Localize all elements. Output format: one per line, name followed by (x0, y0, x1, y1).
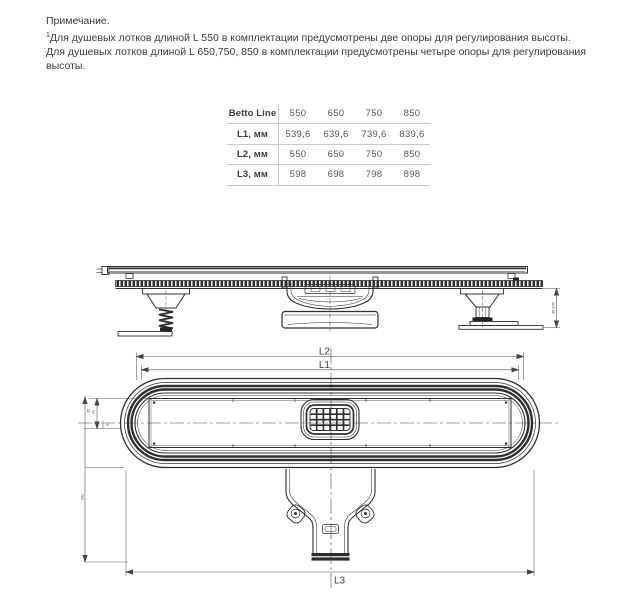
table-row-label: L1, мм (227, 124, 279, 143)
height-dimension (543, 289, 560, 328)
note-title: Примечание. (46, 15, 110, 27)
l3-dimension (126, 470, 534, 587)
channel-lid (97, 267, 528, 283)
table-cell: 598 (289, 169, 307, 181)
table-cell: 750 (365, 108, 383, 120)
table-cell: 750 (365, 148, 383, 160)
table-cell: 639,6 (323, 128, 349, 140)
dim-total-label: 202 (80, 494, 85, 500)
l1-label: L1 (318, 359, 330, 371)
table-cell: 839,6 (399, 128, 425, 140)
drain-trap-top (285, 469, 376, 561)
table-cell: 850 (403, 108, 421, 120)
top-view-drawing (78, 347, 558, 589)
footnote-marker: 1 (46, 32, 50, 39)
drain-grate (301, 400, 359, 440)
l2-dimension (137, 347, 524, 381)
table-cell: 650 (327, 108, 345, 120)
table-cell: 739,6 (361, 128, 387, 140)
l2-label: L2 (318, 346, 330, 358)
table-cell: 550 (289, 148, 307, 160)
table-cell: 539,6 (285, 128, 311, 140)
table-row-label: L3, мм (227, 165, 279, 184)
table-cell: 650 (327, 148, 345, 160)
dim-c-label: 8 (106, 423, 109, 427)
left-support-foot (118, 289, 190, 337)
dim-a-label: 35 (86, 409, 91, 413)
table-cell: 550 (289, 108, 307, 120)
right-support-foot (459, 289, 543, 330)
width-dimensions (81, 397, 150, 562)
l3-label: L3 (334, 575, 346, 587)
dim-b-label: 42 (91, 410, 96, 414)
side-view-drawing (97, 267, 561, 337)
outlet-pipe (312, 525, 350, 561)
note-line-1: $^1$Для душевых лотков длиной L 550 в комплектации предусмотрены две опоры для регулирования высоты. (46, 32, 571, 44)
table-cell: 850 (403, 148, 421, 160)
table-row-label: L2, мм (227, 145, 279, 164)
l1-dimension (142, 360, 519, 380)
table-cell: 698 (327, 169, 345, 181)
table-cell: 798 (365, 169, 383, 181)
table-cell: 898 (403, 169, 421, 181)
table-row-label: Betto Line (227, 104, 279, 123)
height-range-label: 85-105 (551, 302, 556, 314)
note-line-2: Для душевых лотков длиной L 650,750, 850 в комплектации предусмотрены четыре опоры для регулирования высоты. (46, 46, 586, 72)
